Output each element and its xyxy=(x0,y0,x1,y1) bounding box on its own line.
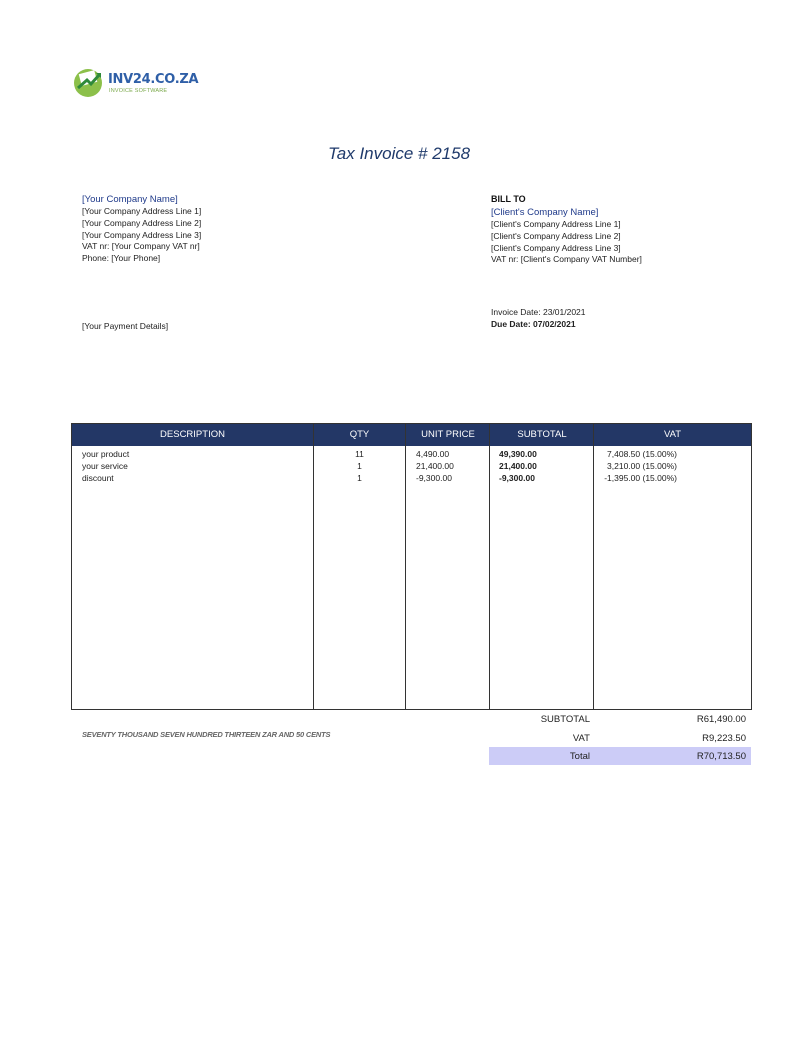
items-table xyxy=(71,423,752,710)
client-address-line-1: [Client's Company Address Line 1] xyxy=(491,219,621,229)
logo-subtitle: INVOICE SOFTWARE xyxy=(109,88,168,94)
unit-price-column xyxy=(416,449,454,484)
seller-address-line-2: [Your Company Address Line 2] xyxy=(82,217,202,228)
payment-details: [Your Payment Details] xyxy=(82,321,169,331)
table-header xyxy=(72,424,751,446)
logo-icon xyxy=(72,66,106,98)
item-qty: 11 xyxy=(355,449,364,459)
subtotal-label: SUBTOTAL xyxy=(540,714,590,725)
item-vat: -1,395.00 (15.00%) xyxy=(604,472,677,483)
seller-vat: VAT nr: [Your Company VAT nr] xyxy=(82,241,200,252)
column-divider xyxy=(593,424,594,709)
company-logo xyxy=(72,66,199,100)
item-qty: 1 xyxy=(357,460,362,471)
item-vat: 3,210.00 (15.00%) xyxy=(607,460,677,471)
subtotal-column xyxy=(499,449,537,484)
logo-text: INV24.CO.ZA xyxy=(108,72,199,87)
seller-company-name: [Your Company Name] xyxy=(82,194,178,205)
column-header-description: DESCRIPTION xyxy=(160,429,225,440)
item-description: your service xyxy=(82,460,128,471)
item-qty: 1 xyxy=(357,472,362,483)
item-unit-price: 21,400.00 xyxy=(416,460,454,471)
column-header-qty: QTY xyxy=(349,429,370,440)
amount-in-words: SEVENTY THOUSAND SEVEN HUNDRED THIRTEEN ZAR AND 50 CENTS xyxy=(82,730,331,739)
subtotal-value: R61,490.00 xyxy=(696,714,746,725)
seller-address-line-1: [Your Company Address Line 1] xyxy=(82,206,202,216)
seller-phone: Phone: [Your Phone] xyxy=(82,253,161,264)
item-unit-price: -9,300.00 xyxy=(416,472,452,483)
item-subtotal: 21,400.00 xyxy=(499,460,537,471)
vat-column xyxy=(601,449,677,484)
client-vat: VAT nr: [Client's Company VAT Number] xyxy=(491,254,642,265)
client-company-name: [Client's Company Name] xyxy=(491,207,599,218)
client-address-line-2: [Client's Company Address Line 2] xyxy=(491,230,621,241)
client-address-line-3: [Client's Company Address Line 3] xyxy=(491,242,621,253)
item-description: discount xyxy=(82,472,114,483)
invoice-title: Tax Invoice # 2158 xyxy=(327,144,471,163)
item-subtotal: 49,390.00 xyxy=(499,449,537,459)
column-divider xyxy=(489,424,490,709)
seller-address-line-3: [Your Company Address Line 3] xyxy=(82,229,202,240)
item-description: your product xyxy=(82,449,130,459)
column-header-unit-price: UNIT PRICE xyxy=(421,429,475,440)
vat-total-label: VAT xyxy=(572,733,590,744)
item-vat: 7,408.50 (15.00%) xyxy=(607,449,677,459)
item-subtotal: -9,300.00 xyxy=(499,472,535,483)
grand-total-label: Total xyxy=(569,751,590,762)
vat-total-value: R9,223.50 xyxy=(702,733,746,744)
column-divider xyxy=(405,424,406,709)
invoice-dates xyxy=(491,307,586,331)
seller-details xyxy=(82,193,201,265)
item-unit-price: 4,490.00 xyxy=(416,449,450,459)
due-date: Due Date: 07/02/2021 xyxy=(491,318,576,329)
column-header-vat: VAT xyxy=(663,429,682,440)
grand-total-value: R70,713.50 xyxy=(696,751,746,762)
bill-to-header: BILL TO xyxy=(491,194,526,204)
qty-column xyxy=(314,449,405,484)
column-header-subtotal: SUBTOTAL xyxy=(517,429,567,440)
bill-to-details xyxy=(491,193,642,266)
table-row xyxy=(82,449,129,484)
invoice-date: Invoice Date: 23/01/2021 xyxy=(491,307,586,317)
